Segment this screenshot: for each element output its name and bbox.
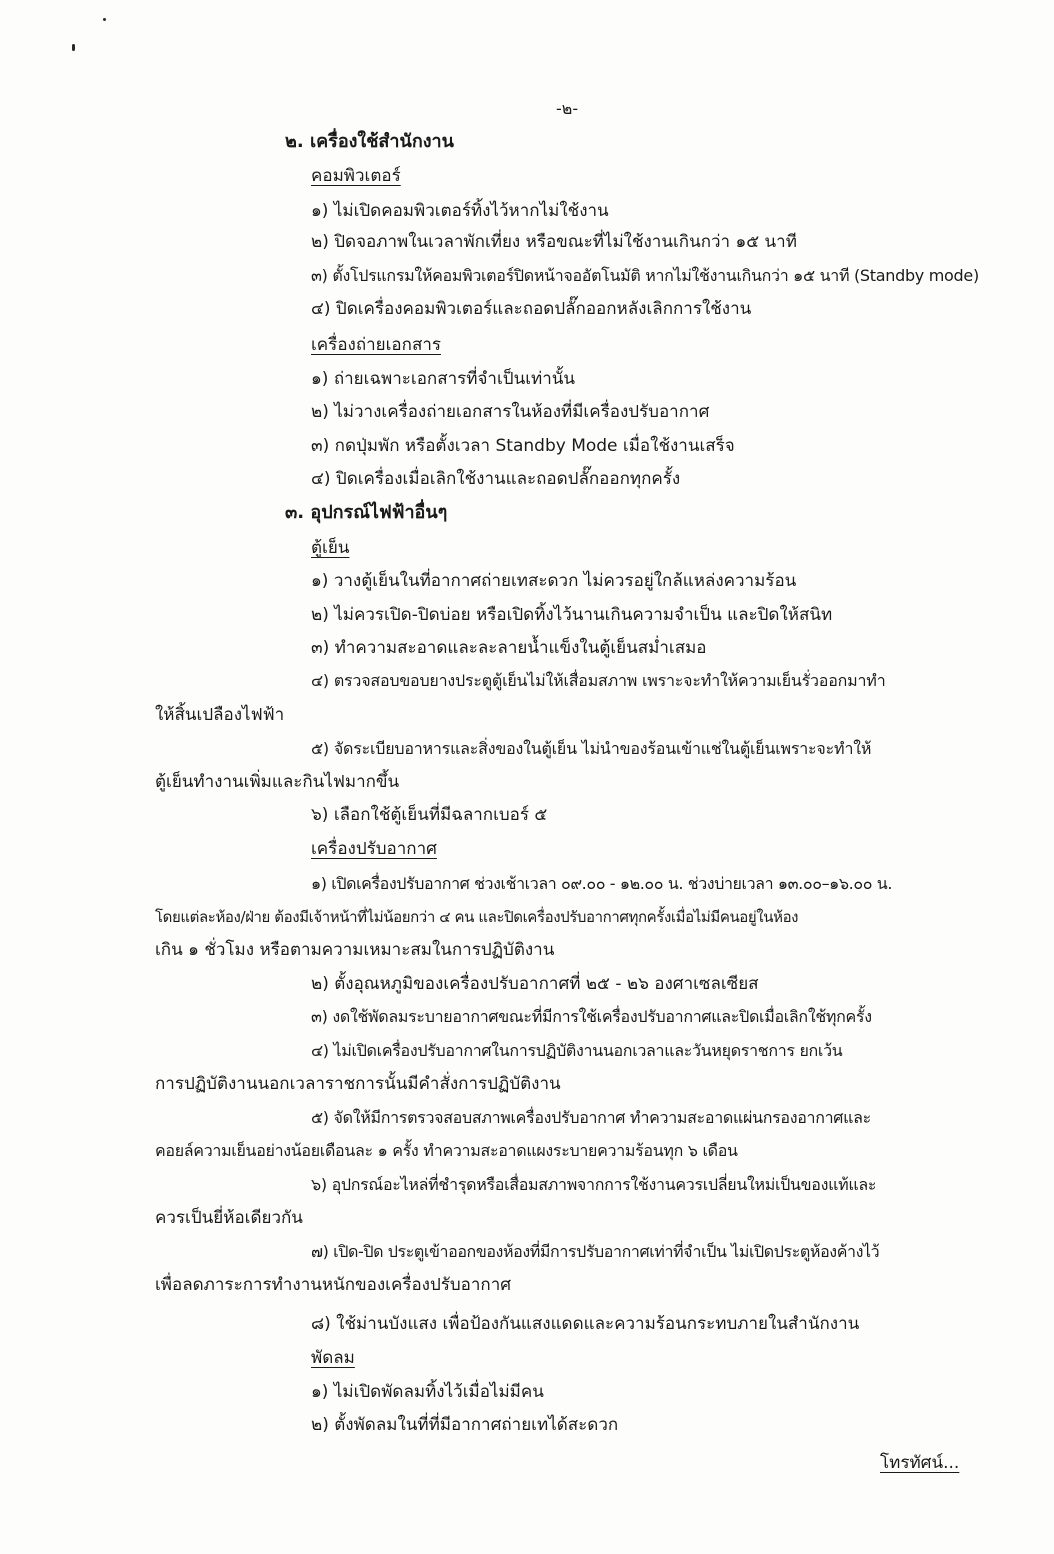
list-item: ๗) เปิด-ปิด ประตูเข้าออกของห้องที่มีการปรับอากาศเท่าที่จำเป็น ไม่เปิดประตูห้องค้างไว้: [311, 1242, 880, 1261]
scan-speck: [72, 44, 75, 51]
subheading-copier: เครื่องถ่ายเอกสาร: [311, 335, 441, 355]
list-item: ๘) ใช้ม่านบังแสง เพื่อป้องกันแสงแดดและความร้อนกระทบภายในสำนักงาน: [311, 1314, 860, 1334]
list-item: ๓) กดปุ่มพัก หรือตั้งเวลา Standby Mode เมื่อใช้งานเสร็จ: [311, 436, 735, 456]
list-item-continuation: คอยล์ความเย็นอย่างน้อยเดือนละ ๑ ครั้ง ทำความสะอาดแผงระบายความร้อนทุก ๖ เดือน: [155, 1141, 738, 1160]
subheading-computer: คอมพิวเตอร์: [311, 166, 401, 186]
list-item: ๒) ไม่ควรเปิด-ปิดบ่อย หรือเปิดทิ้งไว้นานเกินความจำเป็น และปิดให้สนิท: [311, 605, 833, 625]
list-item: ๑) ถ่ายเฉพาะเอกสารที่จำเป็นเท่านั้น: [311, 369, 576, 389]
list-item: ๒) ปิดจอภาพในเวลาพักเที่ยง หรือขณะที่ไม่ใช้งานเกินกว่า ๑๕ นาที: [311, 232, 797, 252]
list-item: ๑) เปิดเครื่องปรับอากาศ ช่วงเช้าเวลา ๐๙.๐๐ - ๑๒.๐๐ น. ช่วงบ่ายเวลา ๑๓.๐๐–๑๖.๐๐ น.: [311, 874, 893, 893]
list-item-continuation: เพื่อลดภาระการทำงานหนักของเครื่องปรับอากาศ: [155, 1275, 512, 1295]
list-item: ๒) ไม่วางเครื่องถ่ายเอกสารในห้องที่มีเครื่องปรับอากาศ: [311, 402, 710, 422]
list-item: ๕) จัดระเบียบอาหารและสิ่งของในตู้เย็น ไม่นำของร้อนเข้าแช่ในตู้เย็นเพราะจะทำให้: [311, 739, 872, 758]
subheading-aircon: เครื่องปรับอากาศ: [311, 839, 437, 859]
list-item-continuation: ตู้เย็นทำงานเพิ่มและกินไฟมากขึ้น: [155, 772, 400, 792]
page-number: -๒-: [556, 99, 579, 118]
continuation-marker: โทรทัศน์...: [880, 1453, 960, 1473]
list-item-continuation: ควรเป็นยี่ห้อเดียวกัน: [155, 1208, 303, 1228]
list-item: ๕) จัดให้มีการตรวจสอบสภาพเครื่องปรับอากาศ ทำความสะอาดแผ่นกรองอากาศและ: [311, 1108, 871, 1127]
list-item-continuation: ให้สิ้นเปลืองไฟฟ้า: [155, 705, 285, 725]
list-item-continuation: โดยแต่ละห้อง/ฝ่าย ต้องมีเจ้าหน้าที่ไม่น้อยกว่า ๔ คน และปิดเครื่องปรับอากาศทุกครั้งเมื่อไม่มีคนอยู่ในห้อง: [155, 908, 799, 926]
list-item: ๖) เลือกใช้ตู้เย็นที่มีฉลากเบอร์ ๕: [311, 805, 548, 825]
list-item: ๓) ตั้งโปรแกรมให้คอมพิวเตอร์ปิดหน้าจออัตโนมัติ หากไม่ใช้งานเกินกว่า ๑๕ นาที (Standby mode): [311, 266, 979, 285]
scan-speck: [103, 18, 106, 21]
list-item-continuation: การปฏิบัติงานนอกเวลาราชการนั้นมีคำสั่งการปฏิบัติงาน: [155, 1074, 561, 1094]
list-item: ๓) ทำความสะอาดและละลายน้ำแข็งในตู้เย็นสม่ำเสมอ: [311, 638, 707, 658]
list-item: ๒) ตั้งอุณหภูมิของเครื่องปรับอากาศที่ ๒๕ - ๒๖ องศาเซลเซียส: [311, 974, 759, 994]
section-heading-office-equipment: ๒. เครื่องใช้สำนักงาน: [285, 131, 454, 152]
list-item: ๑) ไม่เปิดคอมพิวเตอร์ทิ้งไว้หากไม่ใช้งาน: [311, 201, 609, 221]
list-item: ๔) ปิดเครื่องคอมพิวเตอร์และถอดปลั๊กออกหลังเลิกการใช้งาน: [311, 299, 752, 319]
list-item: ๔) ตรวจสอบขอบยางประตูตู้เย็นไม่ให้เสื่อมสภาพ เพราะจะทำให้ความเย็นรั่วออกมาทำ: [311, 671, 886, 690]
list-item: ๔) ไม่เปิดเครื่องปรับอากาศในการปฏิบัติงานนอกเวลาและวันหยุดราชการ ยกเว้น: [311, 1041, 843, 1060]
list-item: ๑) วางตู้เย็นในที่อากาศถ่ายเทสะดวก ไม่ควรอยู่ใกล้แหล่งความร้อน: [311, 571, 797, 591]
subheading-fridge: ตู้เย็น: [311, 538, 350, 558]
section-heading-other-appliances: ๓. อุปกรณ์ไฟฟ้าอื่นๆ: [285, 502, 448, 523]
subheading-fan: พัดลม: [311, 1348, 355, 1368]
list-item: ๓) งดใช้พัดลมระบายอากาศขณะที่มีการใช้เครื่องปรับอากาศและปิดเมื่อเลิกใช้ทุกครั้ง: [311, 1007, 872, 1026]
list-item: ๖) อุปกรณ์อะไหล่ที่ชำรุดหรือเสื่อมสภาพจากการใช้งานควรเปลี่ยนใหม่เป็นของแท้และ: [311, 1175, 877, 1194]
list-item: ๔) ปิดเครื่องเมื่อเลิกใช้งานและถอดปลั๊กออกทุกครั้ง: [311, 469, 681, 489]
list-item: ๑) ไม่เปิดพัดลมทิ้งไว้เมื่อไม่มีคน: [311, 1382, 544, 1402]
list-item: ๒) ตั้งพัดลมในที่ที่มีอากาศถ่ายเทได้สะดวก: [311, 1415, 619, 1435]
list-item-continuation: เกิน ๑ ชั่วโมง หรือตามความเหมาะสมในการปฏิบัติงาน: [155, 940, 555, 960]
